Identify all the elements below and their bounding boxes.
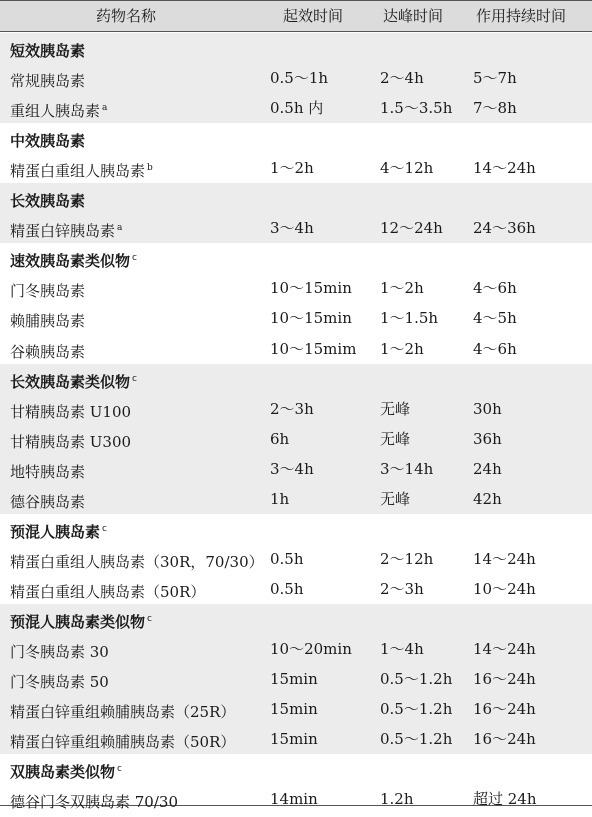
duration-cell: 24～36h bbox=[473, 219, 536, 238]
footnote-marker: b bbox=[147, 163, 153, 174]
onset-cell: 15min bbox=[270, 700, 318, 719]
duration-cell: 24h bbox=[473, 459, 502, 478]
onset-cell: 3～4h bbox=[270, 219, 314, 238]
table-row bbox=[0, 454, 592, 484]
duration-cell: 16～24h bbox=[473, 670, 536, 689]
table-row bbox=[0, 424, 592, 454]
drug-name: 常规胰岛素 bbox=[10, 72, 86, 91]
duration-cell: 14～24h bbox=[473, 640, 536, 658]
drug-name: 精蛋白锌胰岛素 bbox=[10, 222, 116, 241]
table-row bbox=[0, 153, 592, 183]
drug-name-cell bbox=[10, 724, 237, 757]
onset-cell: 10～20min bbox=[270, 640, 352, 658]
peak-cell: 2～4h bbox=[380, 69, 424, 88]
drug-name: 甘精胰岛素 U300 bbox=[10, 432, 132, 451]
footnote-marker: c bbox=[132, 373, 137, 384]
group-title-text: 预混人胰岛素类似物 bbox=[10, 612, 146, 631]
peak-cell: 3～14h bbox=[380, 459, 434, 478]
peak-cell: 1～2h bbox=[380, 339, 424, 358]
footnote-marker: a bbox=[102, 103, 108, 114]
peak-cell: 1.2h bbox=[380, 790, 414, 809]
table-row bbox=[0, 334, 592, 364]
drug-name-cell bbox=[10, 303, 87, 336]
group-title-text: 中效胰岛素 bbox=[10, 132, 86, 151]
group-row bbox=[0, 754, 592, 784]
duration-cell: 16～24h bbox=[473, 700, 536, 719]
drug-name-cell bbox=[10, 213, 122, 246]
group-title bbox=[10, 514, 107, 547]
group-title bbox=[10, 364, 137, 397]
table-row bbox=[0, 634, 592, 664]
peak-cell: 4～12h bbox=[380, 159, 434, 178]
onset-cell: 10～15min bbox=[270, 309, 352, 328]
duration-cell: 14～24h bbox=[473, 159, 536, 178]
drug-name-cell bbox=[10, 93, 107, 126]
drug-name-cell bbox=[10, 544, 266, 577]
group-row bbox=[0, 604, 592, 634]
footnote-marker: c bbox=[102, 523, 107, 534]
footnote-marker: c bbox=[117, 764, 122, 775]
drug-name-cell bbox=[10, 634, 111, 667]
drug-name-cell bbox=[10, 694, 237, 727]
group-title-text: 长效胰岛素类似物 bbox=[10, 372, 131, 391]
header-drug-name: 药物名称 bbox=[96, 7, 157, 25]
duration-cell: 5～7h bbox=[473, 69, 517, 88]
drug-name: 精蛋白重组人胰岛素 bbox=[10, 162, 146, 181]
drug-name-cell bbox=[10, 63, 87, 96]
onset-cell: 2～3h bbox=[270, 399, 314, 418]
duration-cell: 4～6h bbox=[473, 339, 517, 358]
group-title-text: 双胰岛素类似物 bbox=[10, 763, 116, 782]
peak-cell: 无峰 bbox=[380, 489, 411, 508]
onset-cell: 1～2h bbox=[270, 159, 314, 178]
table-row bbox=[0, 303, 592, 333]
drug-name-cell bbox=[10, 153, 153, 186]
peak-cell: 2～3h bbox=[380, 579, 424, 598]
peak-cell: 无峰 bbox=[380, 429, 411, 448]
peak-cell: 无峰 bbox=[380, 399, 411, 418]
peak-cell: 0.5～1.2h bbox=[380, 670, 453, 689]
footnote-marker: c bbox=[147, 613, 152, 624]
peak-cell: 2～12h bbox=[380, 549, 434, 568]
group-row bbox=[0, 243, 592, 273]
drug-name-cell bbox=[10, 784, 180, 817]
group-title bbox=[10, 123, 87, 156]
duration-cell: 16～24h bbox=[473, 730, 536, 749]
drug-name-cell bbox=[10, 484, 87, 517]
header-onset: 起效时间 bbox=[283, 7, 344, 25]
duration-cell: 超过 24h bbox=[473, 790, 537, 809]
drug-name: 谷赖胰岛素 bbox=[10, 342, 86, 361]
group-title-text: 长效胰岛素 bbox=[10, 192, 86, 211]
drug-name: 甘精胰岛素 U100 bbox=[10, 402, 132, 421]
group-title-text: 预混人胰岛素 bbox=[10, 522, 101, 541]
peak-cell: 1～2h bbox=[380, 279, 424, 298]
group-row bbox=[0, 123, 592, 153]
onset-cell: 0.5h bbox=[270, 579, 304, 598]
duration-cell: 4～5h bbox=[473, 309, 517, 328]
table-row bbox=[0, 724, 592, 754]
drug-name: 门冬胰岛素 bbox=[10, 282, 86, 301]
onset-cell: 0.5h 内 bbox=[270, 99, 324, 118]
table-row bbox=[0, 784, 592, 814]
table-row bbox=[0, 574, 592, 604]
duration-cell: 14～24h bbox=[473, 549, 536, 568]
drug-name: 精蛋白重组人胰岛素（50R） bbox=[10, 582, 206, 601]
drug-name-cell bbox=[10, 664, 111, 697]
group-row bbox=[0, 364, 592, 394]
table-row bbox=[0, 394, 592, 424]
onset-cell: 14min bbox=[270, 790, 318, 809]
drug-name: 精蛋白重组人胰岛素（30R，70/30） bbox=[10, 552, 264, 571]
duration-cell: 4～6h bbox=[473, 279, 517, 298]
header-peak: 达峰时间 bbox=[383, 7, 444, 25]
group-title bbox=[10, 754, 122, 787]
group-title-text: 速效胰岛素类似物 bbox=[10, 252, 131, 271]
onset-cell: 6h bbox=[270, 429, 290, 448]
table-row bbox=[0, 544, 592, 574]
drug-name: 地特胰岛素 bbox=[10, 462, 86, 481]
footnote-marker: a bbox=[117, 223, 123, 234]
drug-name-cell bbox=[10, 394, 133, 427]
onset-cell: 15min bbox=[270, 730, 318, 749]
table-row bbox=[0, 273, 592, 303]
drug-name: 精蛋白锌重组赖脯胰岛素（50R） bbox=[10, 733, 236, 752]
table-row bbox=[0, 484, 592, 514]
group-title bbox=[10, 243, 137, 276]
peak-cell: 12～24h bbox=[380, 219, 443, 238]
header-duration: 作用持续时间 bbox=[476, 7, 567, 25]
peak-cell: 1.5～3.5h bbox=[380, 99, 453, 118]
group-title bbox=[10, 33, 87, 66]
drug-name-cell bbox=[10, 574, 207, 607]
drug-name: 门冬胰岛素 50 bbox=[10, 673, 109, 692]
onset-cell: 3～4h bbox=[270, 459, 314, 478]
drug-name-cell bbox=[10, 454, 87, 487]
group-row bbox=[0, 33, 592, 63]
duration-cell: 42h bbox=[473, 489, 502, 508]
table-row bbox=[0, 63, 592, 93]
table-row bbox=[0, 93, 592, 123]
group-row bbox=[0, 514, 592, 544]
onset-cell: 10～15mim bbox=[270, 339, 357, 358]
onset-cell: 1h bbox=[270, 489, 290, 508]
drug-name: 重组人胰岛素 bbox=[10, 102, 101, 121]
table-row bbox=[0, 664, 592, 694]
table-row bbox=[0, 213, 592, 243]
drug-name: 德谷门冬双胰岛素 70/30 bbox=[10, 793, 178, 812]
drug-name: 门冬胰岛素 30 bbox=[10, 643, 109, 661]
drug-name: 德谷胰岛素 bbox=[10, 492, 86, 511]
table-header bbox=[0, 0, 592, 32]
drug-name: 赖脯胰岛素 bbox=[10, 312, 86, 331]
group-title bbox=[10, 604, 152, 637]
duration-cell: 10～24h bbox=[473, 579, 536, 598]
group-title bbox=[10, 183, 87, 216]
duration-cell: 7～8h bbox=[473, 99, 517, 118]
drug-name-cell bbox=[10, 424, 133, 457]
onset-cell: 0.5～1h bbox=[270, 69, 329, 88]
peak-cell: 0.5～1.2h bbox=[380, 730, 453, 749]
peak-cell: 0.5～1.2h bbox=[380, 700, 453, 719]
duration-cell: 36h bbox=[473, 429, 502, 448]
drug-name: 精蛋白锌重组赖脯胰岛素（25R） bbox=[10, 703, 236, 722]
onset-cell: 15min bbox=[270, 670, 318, 689]
footnote-marker: c bbox=[132, 253, 137, 264]
onset-cell: 0.5h bbox=[270, 549, 304, 568]
group-title-text: 短效胰岛素 bbox=[10, 42, 86, 60]
drug-name-cell bbox=[10, 273, 87, 306]
table-row bbox=[0, 694, 592, 724]
peak-cell: 1～4h bbox=[380, 640, 424, 658]
onset-cell: 10～15min bbox=[270, 279, 352, 298]
peak-cell: 1～1.5h bbox=[380, 309, 439, 328]
duration-cell: 30h bbox=[473, 399, 502, 418]
group-row bbox=[0, 183, 592, 213]
drug-name-cell bbox=[10, 334, 87, 367]
